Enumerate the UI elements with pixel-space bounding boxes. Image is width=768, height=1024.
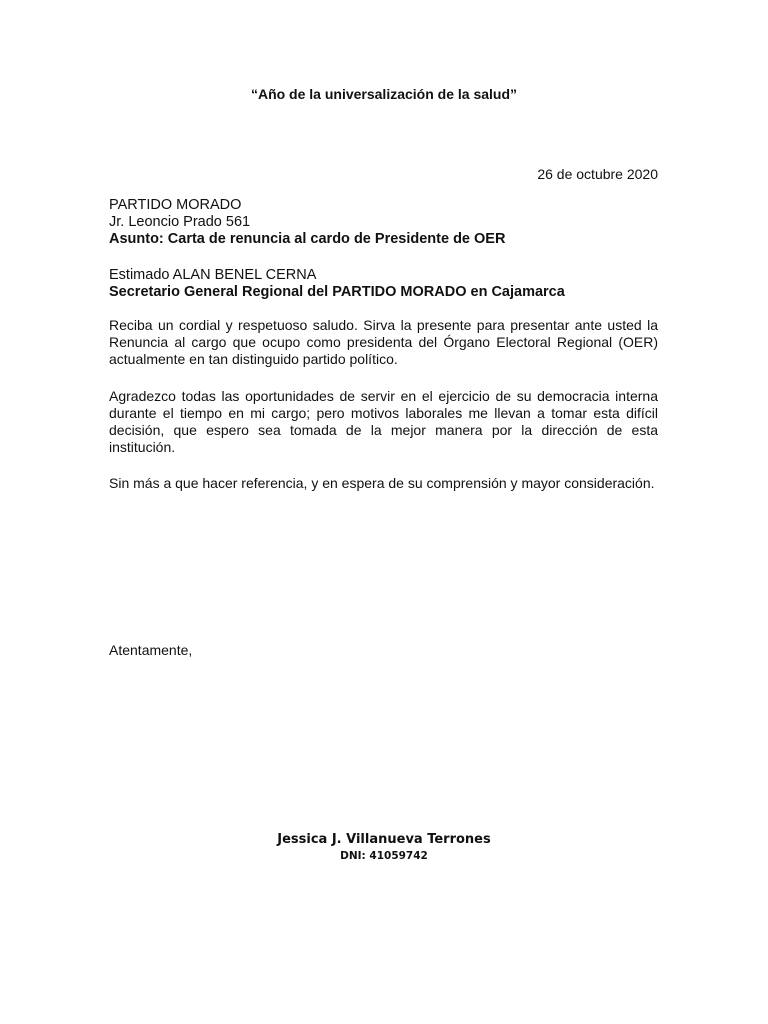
paragraph-3: Sin más a que hacer referencia, y en espera de su comprensión y mayor consideración. (109, 475, 655, 491)
letter-subject: Asunto: Carta de renuncia al cardo de Presidente de OER (109, 231, 506, 247)
paragraph-1: Reciba un cordial y respetuoso saludo. Sirva la presente para presentar ante usted la Renuncia al cargo que ocupo como presidenta del Órgano Electoral Regional (OER) actualmente en tan distinguido partido político. (109, 317, 658, 367)
salutation: Estimado ALAN BENEL CERNA (109, 267, 317, 283)
recipient-organization: PARTIDO MORADO (109, 197, 242, 213)
recipient-block (109, 197, 658, 248)
year-motto: “Año de la universalización de la salud” (250, 86, 518, 102)
closing: Atentamente, (109, 642, 193, 658)
letter-date: 26 de octubre 2020 (537, 166, 658, 182)
signer-name: Jessica J. Villanueva Terrones (277, 832, 491, 847)
recipient-address: Jr. Leoncio Prado 561 (109, 214, 251, 230)
paragraph-2: Agradezco todas las oportunidades de servir en el ejercicio de su democracia interna durante el tiempo en mi cargo; pero motivos laborales me llevan a tomar esta difícil decisión, que espero sea tomada de la mejor manera por la dirección de esta institución. (109, 388, 658, 455)
recipient-title: Secretario General Regional del PARTIDO MORADO en Cajamarca (109, 284, 565, 300)
signature-block (0, 831, 768, 863)
signer-dni: DNI: 41059742 (340, 850, 428, 862)
greeting-block (109, 267, 658, 301)
